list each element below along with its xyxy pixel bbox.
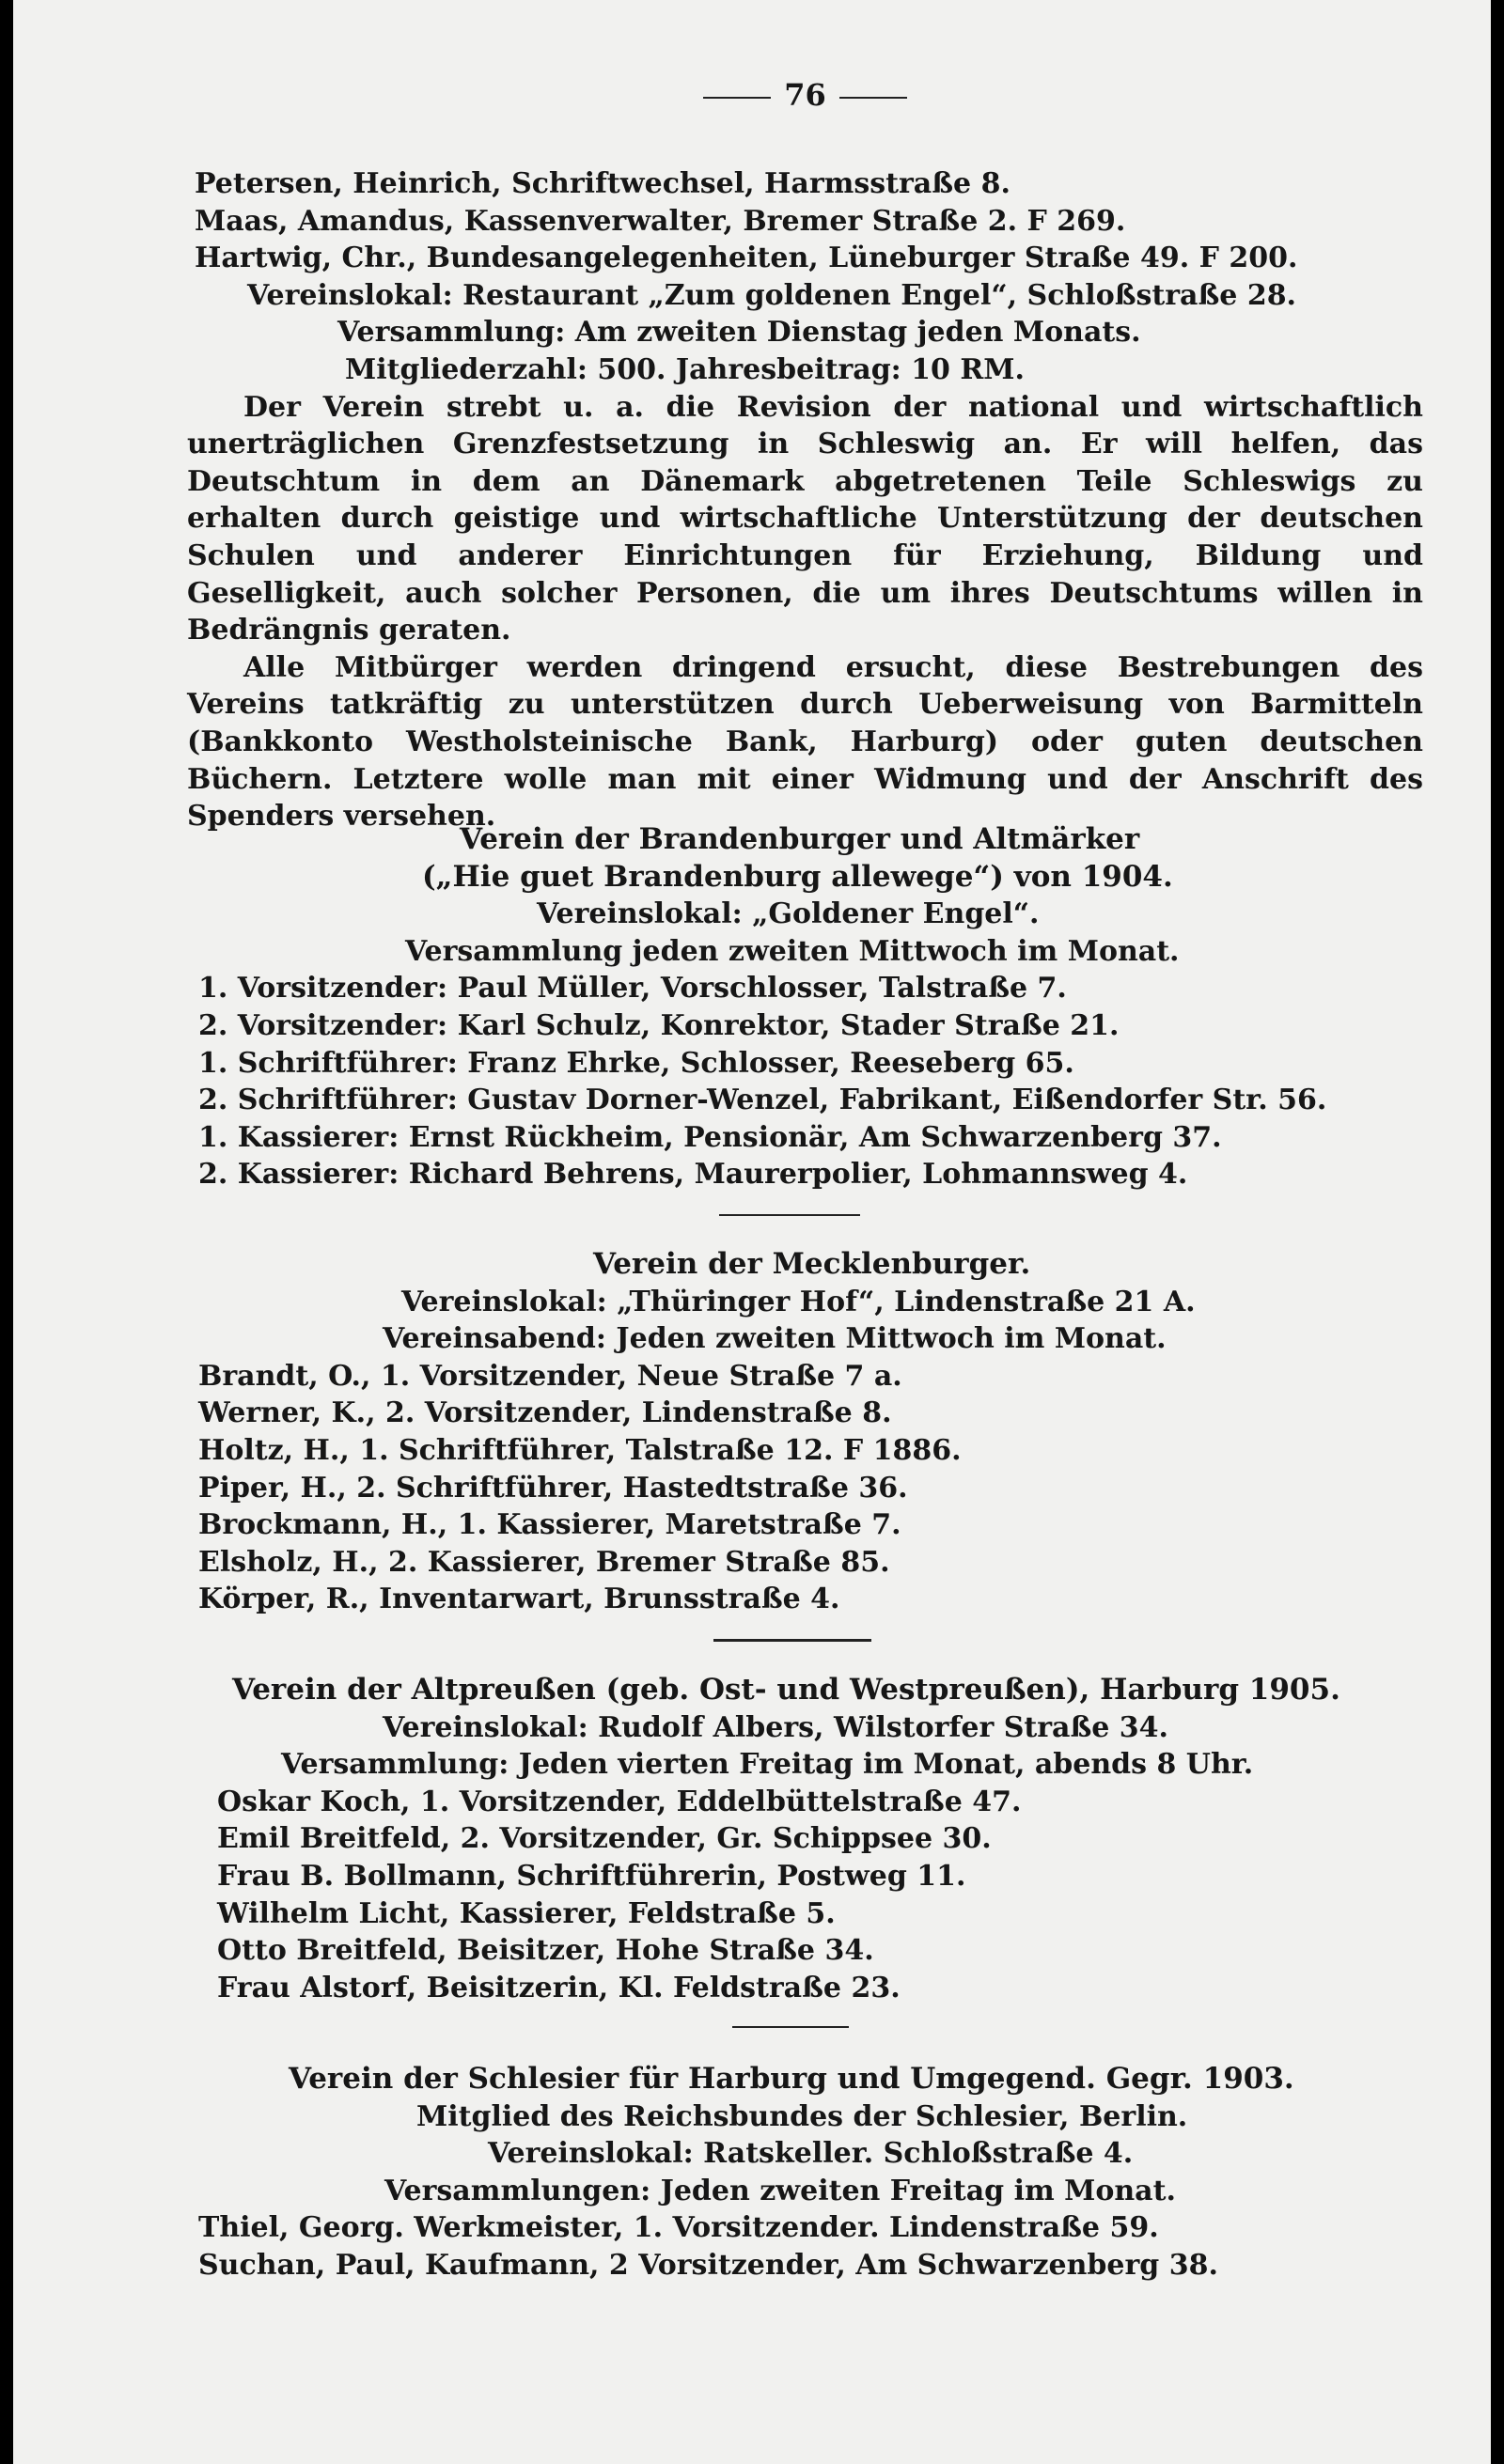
paragraph-line: Alle Mitbürger werden dringend ersucht, diese Bestrebungen des <box>243 650 1423 684</box>
member-line: Elsholz, H., 2. Kassierer, Bremer Straße 85. <box>198 1545 890 1579</box>
paragraph-line: (Bankkonto Westholsteinische Bank, Harburg) oder guten deutschen <box>187 725 1423 758</box>
member-line: Brockmann, H., 1. Kassierer, Maretstraße 7. <box>198 1508 901 1542</box>
document-page <box>13 0 1491 2464</box>
page-number-rule-left <box>703 97 771 99</box>
member-line: Frau B. Bollmann, Schriftführerin, Postweg 11. <box>217 1859 966 1893</box>
page-number-rule-right <box>839 97 907 99</box>
vereinsabend-line: Vereinsabend: Jeden zweiten Mittwoch im Monat. <box>383 1322 1167 1356</box>
paragraph-line: Spenders versehen. <box>187 800 496 834</box>
member-line: 2. Kassierer: Richard Behrens, Maurerpolier, Lohmannsweg 4. <box>198 1158 1188 1192</box>
vereinslokal-line: Vereinslokal: Ratskeller. Schloßstraße 4. <box>488 2137 1134 2171</box>
vereinslokal-line: Vereinslokal: „Thüringer Hof“, Lindenstraße 21 A. <box>401 1285 1196 1318</box>
member-line: Holtz, H., 1. Schriftführer, Talstraße 12. F 1886. <box>198 1433 962 1467</box>
paragraph-line: Geselligkeit, auch solcher Personen, die um ihres Deutschtums willen in <box>187 576 1423 610</box>
page-number-text: 76 <box>784 77 826 113</box>
member-line: Piper, H., 2. Schriftführer, Hastedtstraße 36. <box>198 1471 908 1505</box>
paragraph-line: unerträglichen Grenzfestsetzung in Schleswig an. Er will helfen, das <box>187 428 1423 461</box>
section-title: Verein der Brandenburger und Altmärker <box>460 822 1140 856</box>
vereinslokal-line: Vereinslokal: Rudolf Albers, Wilstorfer Straße 34. <box>383 1710 1168 1744</box>
member-line: Frau Alstorf, Beisitzerin, Kl. Feldstraße 23. <box>217 1971 901 2004</box>
section-brandenburger <box>187 821 1423 1193</box>
member-line: Hartwig, Chr., Bundesangelegenheiten, Lüneburger Straße 49. F 200. <box>195 242 1298 275</box>
versammlungen-line: Versammlungen: Jeden zweiten Freitag im Monat. <box>384 2174 1176 2207</box>
paragraph-line: Bedrängnis geraten. <box>187 614 511 647</box>
member-line: Emil Breitfeld, 2. Vorsitzender, Gr. Schippsee 30. <box>217 1822 992 1856</box>
vereinslokal-line: Vereinslokal: Restaurant „Zum goldenen Engel“, Schloßstraße 28. <box>247 278 1297 312</box>
versammlung-line: Versammlung jeden zweiten Mittwoch im Monat. <box>405 934 1180 968</box>
paragraph-aims <box>187 389 1423 649</box>
paragraph-line: Vereins tatkräftig zu unterstützen durch Ueberweisung von Barmitteln <box>187 688 1423 722</box>
section-title: Verein der Mecklenburger. <box>593 1247 1031 1281</box>
member-line: Körper, R., Inventarwart, Brunsstraße 4. <box>198 1583 840 1616</box>
mitglied-line: Mitglied des Reichsbundes der Schlesier, Berlin. <box>416 2099 1188 2133</box>
paragraph-line: erhalten durch geistige und wirtschaftliche Unterstützung der deutschen <box>187 502 1423 536</box>
member-line: 2. Vorsitzender: Karl Schulz, Konrektor, Stader Straße 21. <box>198 1008 1120 1042</box>
member-line: Brandt, O., 1. Vorsitzender, Neue Straße 7 a. <box>198 1359 902 1393</box>
section-altpreussen <box>187 1672 1423 2006</box>
member-line: Wilhelm Licht, Kassierer, Feldstraße 5. <box>217 1896 836 1930</box>
section-subtitle: („Hie guet Brandenburg allewege“) von 1904. <box>422 859 1173 894</box>
section-title: Verein der Schlesier für Harburg und Umgegend. Gegr. 1903. <box>289 2062 1294 2096</box>
member-line: 2. Schriftführer: Gustav Dorner-Wenzel, Fabrikant, Eißendorfer Str. 56. <box>198 1084 1327 1117</box>
section-schleswig-holstein <box>187 165 1423 835</box>
member-line: 1. Vorsitzender: Paul Müller, Vorschlosser, Talstraße 7. <box>198 972 1067 1006</box>
member-line: Otto Breitfeld, Beisitzer, Hohe Straße 34. <box>217 1934 874 1968</box>
versammlung-line: Versammlung: Jeden vierten Freitag im Monat, abends 8 Uhr. <box>281 1748 1254 1782</box>
page-number <box>187 77 1423 115</box>
paragraph-line: Schulen und anderer Einrichtungen für Erziehung, Bildung und <box>187 538 1423 572</box>
section-mecklenburger <box>187 1246 1423 1618</box>
section-title: Verein der Altpreußen (geb. Ost- und Westpreußen), Harburg 1905. <box>232 1673 1340 1707</box>
member-line: 1. Schriftführer: Franz Ehrke, Schlosser, Reeseberg 65. <box>198 1046 1074 1080</box>
member-line: Thiel, Georg. Werkmeister, 1. Vorsitzender. Lindenstraße 59. <box>198 2211 1159 2245</box>
vereinslokal-line: Vereinslokal: „Goldener Engel“. <box>537 897 1040 931</box>
member-line: Suchan, Paul, Kaufmann, 2 Vorsitzender, Am Schwarzenberg 38. <box>198 2248 1218 2282</box>
paragraph-line: Deutschtum in dem an Dänemark abgetretenen Teile Schleswigs zu <box>187 464 1423 498</box>
paragraph-line: Büchern. Letztere wolle man mit einer Widmung und der Anschrift des <box>187 762 1423 796</box>
member-line: Oskar Koch, 1. Vorsitzender, Eddelbüttelstraße 47. <box>217 1785 1022 1818</box>
member-line: 1. Kassierer: Ernst Rückheim, Pensionär, Am Schwarzenberg 37. <box>198 1120 1222 1154</box>
member-line: Petersen, Heinrich, Schriftwechsel, Harmsstraße 8. <box>195 167 1010 200</box>
paragraph-line: Der Verein strebt u. a. die Revision der national und wirtschaftlich <box>243 390 1423 424</box>
member-line: Werner, K., 2. Vorsitzender, Lindenstraße 8. <box>198 1396 892 1430</box>
section-divider <box>713 1639 871 1642</box>
section-schlesier <box>187 2061 1423 2285</box>
section-divider <box>719 1214 860 1216</box>
section-divider <box>732 2026 849 2028</box>
versammlung-line: Versammlung: Am zweiten Dienstag jeden Monats. <box>337 316 1141 350</box>
member-line: Maas, Amandus, Kassenverwalter, Bremer Straße 2. F 269. <box>195 204 1126 238</box>
paragraph-appeal <box>187 649 1423 835</box>
mitgliederzahl-line: Mitgliederzahl: 500. Jahresbeitrag: 10 RM. <box>345 352 1025 386</box>
